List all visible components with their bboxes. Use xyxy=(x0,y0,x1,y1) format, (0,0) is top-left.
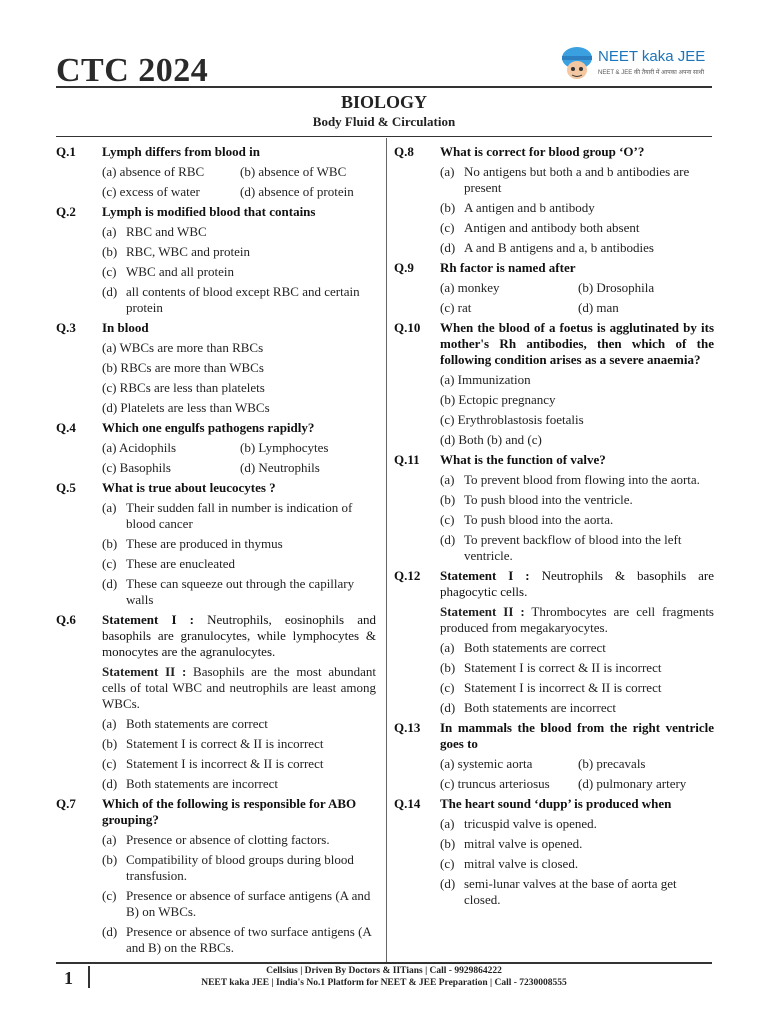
question-13 xyxy=(394,720,714,792)
option-b: (b) precavals xyxy=(578,756,646,771)
option-b: (b) mitral valve is opened. xyxy=(440,836,583,851)
question-text: What is correct for blood group ‘O’? xyxy=(440,144,645,159)
statement-1: Statement I : Neutrophils, eosinophils and basophils are granulocytes, while lymphocytes & monocytes are the agranulocytes. xyxy=(102,612,376,659)
option-a: (a) To prevent blood from flowing into the aorta. xyxy=(440,472,700,487)
logo-name: NEET kaka JEE xyxy=(598,48,706,65)
option-d: (d) man xyxy=(578,300,619,315)
question-12 xyxy=(394,568,714,716)
question-number: Q.14 xyxy=(394,796,421,811)
option-b: (b) Statement I is correct & II is incorrect xyxy=(440,660,662,675)
question-number: Q.3 xyxy=(56,320,76,335)
option-a: (a) tricuspid valve is opened. xyxy=(440,816,597,831)
option-b: (b) Drosophila xyxy=(578,280,655,295)
question-text: Which of the following is responsible for ABO grouping? xyxy=(102,796,357,827)
question-number: Q.12 xyxy=(394,568,421,583)
question-4 xyxy=(56,420,376,476)
question-10 xyxy=(394,320,714,448)
question-number: Q.11 xyxy=(394,452,420,467)
question-6 xyxy=(56,612,376,792)
question-text: Which one engulfs pathogens rapidly? xyxy=(102,420,315,435)
option-c: (c) excess of water xyxy=(102,184,200,199)
option-c: (c) RBCs are less than platelets xyxy=(102,380,265,395)
question-text: In blood xyxy=(102,320,149,335)
question-text: In mammals the blood from the right ventricle goes to xyxy=(440,720,714,751)
option-c: (c) Statement I is incorrect & II is correct xyxy=(102,756,324,771)
option-a: (a) absence of RBC xyxy=(102,164,205,179)
title-rule xyxy=(56,136,712,137)
footer-line-1: Cellsius | Driven By Doctors & IITians | Call - 9929864222 xyxy=(266,966,502,976)
question-text: What is the function of valve? xyxy=(440,452,606,467)
option-d: (d) absence of protein xyxy=(240,184,354,199)
option-b: (b) absence of WBC xyxy=(240,164,347,179)
option-a: (a) No antigens but both a and b antibodies are present xyxy=(440,164,690,195)
question-text: Lymph is modified blood that contains xyxy=(102,204,316,219)
option-d: (d) These can squeeze out through the capillary walls xyxy=(102,576,355,607)
question-7 xyxy=(56,796,376,956)
question-number: Q.10 xyxy=(394,320,421,335)
question-number: Q.8 xyxy=(394,144,414,159)
option-d: (d) pulmonary artery xyxy=(578,776,687,791)
question-number: Q.7 xyxy=(56,796,76,811)
logo-tagline: NEET & JEE की तैयारी में आपका अपना साथी xyxy=(598,70,705,76)
question-1 xyxy=(56,144,376,200)
option-c: (c) mitral valve is closed. xyxy=(440,856,579,871)
option-c: (c) Statement I is incorrect & II is correct xyxy=(440,680,662,695)
question-text: When the blood of a foetus is agglutinated by its mother's Rh antibodies, then which of the following condition arises as a severe anaemia? xyxy=(440,320,714,367)
question-11 xyxy=(394,452,714,564)
option-c: (c) WBC and all protein xyxy=(102,264,234,279)
option-d: (d) Both statements are incorrect xyxy=(440,700,616,715)
option-d: (d) semi-lunar valves at the base of aorta get closed. xyxy=(440,876,677,907)
question-number: Q.13 xyxy=(394,720,421,735)
option-a: (a) Their sudden fall in number is indication of blood cancer xyxy=(102,500,353,531)
option-a: (a) Immunization xyxy=(440,372,531,387)
option-a: (a) Both statements are correct xyxy=(440,640,606,655)
option-c: (c) Presence or absence of surface antigens (A and B) on WBCs. xyxy=(102,888,371,919)
statement-1: Statement I : Neutrophils & basophils are phagocytic cells. xyxy=(440,568,714,599)
option-c: (c) truncus arteriosus xyxy=(440,776,550,791)
option-a: (a) WBCs are more than RBCs xyxy=(102,340,264,355)
statement-2: Statement II : Basophils are the most abundant cells of total WBC and neutrophils are least among WBCs. xyxy=(102,664,377,711)
question-number: Q.2 xyxy=(56,204,76,219)
question-text: Rh factor is named after xyxy=(440,260,576,275)
option-d: (d) To prevent backflow of blood into the left ventricle. xyxy=(440,532,682,563)
exam-title: CTC 2024 xyxy=(56,52,209,89)
question-2 xyxy=(56,204,376,316)
option-b: (b) Lymphocytes xyxy=(240,440,329,455)
option-d: (d) A and B antigens and a, b antibodies xyxy=(440,240,654,255)
option-d: (d) Both statements are incorrect xyxy=(102,776,278,791)
question-3 xyxy=(56,320,376,416)
page-number: 1 xyxy=(64,968,73,988)
option-c: (c) Basophils xyxy=(102,460,171,475)
left-column xyxy=(56,140,376,956)
option-c: (c) To push blood into the aorta. xyxy=(440,512,614,527)
option-b: (b) Statement I is correct & II is incorrect xyxy=(102,736,324,751)
option-b: (b) To push blood into the ventricle. xyxy=(440,492,633,507)
question-8 xyxy=(394,144,714,256)
option-b: (b) A antigen and b antibody xyxy=(440,200,595,215)
owl-mascot-icon xyxy=(560,44,594,80)
question-number: Q.5 xyxy=(56,480,76,495)
question-text: The heart sound ‘dupp’ is produced when xyxy=(440,796,672,811)
question-number: Q.1 xyxy=(56,144,76,159)
option-a: (a) RBC and WBC xyxy=(102,224,207,239)
option-b: (b) RBCs are more than WBCs xyxy=(102,360,264,375)
question-9 xyxy=(394,260,714,316)
option-a: (a) systemic aorta xyxy=(440,756,533,771)
option-b: (b) Ectopic pregnancy xyxy=(440,392,556,407)
chapter-title: Body Fluid & Circulation xyxy=(312,114,456,129)
option-b: (b) RBC, WBC and protein xyxy=(102,244,250,259)
footer-rule xyxy=(56,962,712,964)
option-d: (d) Both (b) and (c) xyxy=(440,432,542,447)
statement-2: Statement II : Thrombocytes are cell fragments produced from megakaryocytes. xyxy=(440,604,714,635)
subject-title: BIOLOGY xyxy=(340,92,428,112)
option-c: (c) Antigen and antibody both absent xyxy=(440,220,640,235)
option-d: (d) Presence or absence of two surface antigens (A and B) on the RBCs. xyxy=(102,924,372,955)
option-c: (c) Erythroblastosis foetalis xyxy=(440,412,584,427)
option-c: (c) rat xyxy=(440,300,472,315)
brand-logo xyxy=(560,44,720,84)
option-b: (b) These are produced in thymus xyxy=(102,536,283,551)
question-text: Lymph differs from blood in xyxy=(102,144,260,159)
option-d: (d) Neutrophils xyxy=(240,460,320,475)
column-divider xyxy=(386,138,387,962)
option-a: (a) Acidophils xyxy=(102,440,177,455)
option-a: (a) monkey xyxy=(440,280,500,295)
question-number: Q.4 xyxy=(56,420,76,435)
header-rule xyxy=(56,86,712,88)
question-5 xyxy=(56,480,376,608)
option-c: (c) These are enucleated xyxy=(102,556,235,571)
option-d: (d) Platelets are less than WBCs xyxy=(102,400,270,415)
right-column xyxy=(394,140,714,908)
option-d: (d) all contents of blood except RBC and certain protein xyxy=(102,284,360,315)
option-b: (b) Compatibility of blood groups during blood transfusion. xyxy=(102,852,354,883)
question-14 xyxy=(394,796,714,908)
question-number: Q.6 xyxy=(56,612,76,627)
option-a: (a) Both statements are correct xyxy=(102,716,268,731)
question-number: Q.9 xyxy=(394,260,414,275)
footer-line-2: NEET kaka JEE | India's No.1 Platform for NEET & JEE Preparation | Call - 7230008555 xyxy=(201,978,567,988)
option-a: (a) Presence or absence of clotting factors. xyxy=(102,832,330,847)
question-text: What is true about leucocytes ? xyxy=(102,480,276,495)
